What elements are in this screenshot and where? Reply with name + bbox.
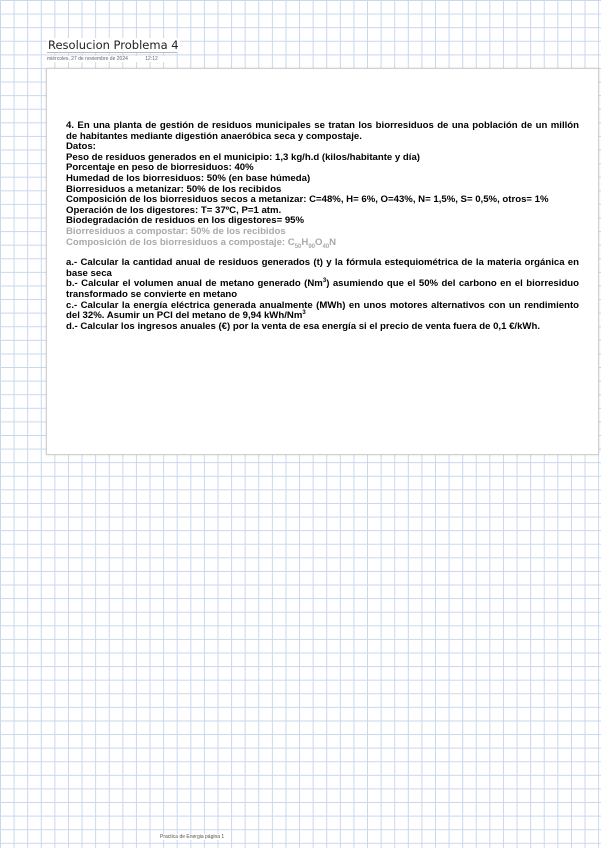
data-line: Humedad de los biorresiduos: 50% (en base húmeda)	[66, 172, 311, 184]
page-footer: Practica de Energia página 1	[160, 834, 225, 840]
title-divider	[47, 52, 177, 53]
question-c-sup: 3	[302, 309, 306, 316]
problem-statement	[66, 121, 579, 332]
page-meta	[47, 56, 174, 62]
gray-line: Biorresiduos a compostar: 50% de los recibidos	[66, 225, 286, 237]
data-line: Biodegradación de residuos en los digestores= 95%	[66, 215, 305, 227]
formula-h: H	[301, 236, 309, 248]
page-date: miércoles, 27 de noviembre de 2024	[47, 56, 128, 62]
question-b-sup: 3	[322, 278, 327, 285]
compost-formula-line	[66, 238, 579, 249]
question-a: a.- Calcular la cantidad anual de residuos generados (t) y la fórmula estequiométrica de la materia orgánica en base seca	[66, 257, 579, 279]
pasted-image-container[interactable]	[46, 68, 599, 455]
question-d: d.- Calcular los ingresos anuales (€) por la venta de esa energía si el precio de venta fuera de 0,1 €/kWh.	[66, 320, 540, 332]
data-line: Biorresiduos a metanizar: 50% de los recibidos	[66, 183, 282, 195]
data-line: Operación de los digestores: T= 37ºC, P=1 atm.	[66, 204, 282, 216]
compost-formula-prefix: Composición de los biorresiduos a compostaje: C	[66, 236, 295, 248]
data-line: Porcentaje en peso de biorresiduos: 40%	[66, 162, 254, 174]
question-b	[66, 279, 579, 300]
formula-n: N	[329, 236, 337, 248]
data-line: Peso de residuos generados en el municipio: 1,3 kg/h.d (kilos/habitante y día)	[66, 151, 420, 163]
formula-sub-o: 40	[322, 243, 330, 250]
datos-label: Datos:	[66, 141, 96, 153]
question-b-part2: ) asumiendo que el 50% del carbono en el biorresiduo transformado se convierte en metano	[66, 278, 580, 300]
question-c-text: c.- Calcular la energía eléctrica generada anualmente (MWh) en unos motores alternativos con un rendimiento del 32%. Asumir un PCI del metano de 9,94 kWh/Nm	[66, 299, 579, 322]
question-c	[66, 301, 579, 322]
formula-sub-h: 90	[308, 243, 316, 250]
formula-o: O	[315, 236, 323, 248]
page-time: 12:12	[145, 56, 158, 62]
problem-intro: 4. En una planta de gestión de residuos municipales se tratan los biorresiduos de una población de un millón de habitantes mediante digestión anaeróbica seca y compostaje.	[66, 120, 579, 142]
page-title: Resolucion Problema 4	[48, 38, 179, 52]
formula-sub-c: 50	[294, 243, 302, 250]
data-line: Composición de los biorresiduos secos a metanizar: C=48%, H= 6%, O=43%, N= 1,5%, S= 0,5%, otros= 1%	[66, 194, 549, 206]
question-b-part1: b.- Calcular el volumen anual de metano generado (Nm	[66, 278, 323, 290]
